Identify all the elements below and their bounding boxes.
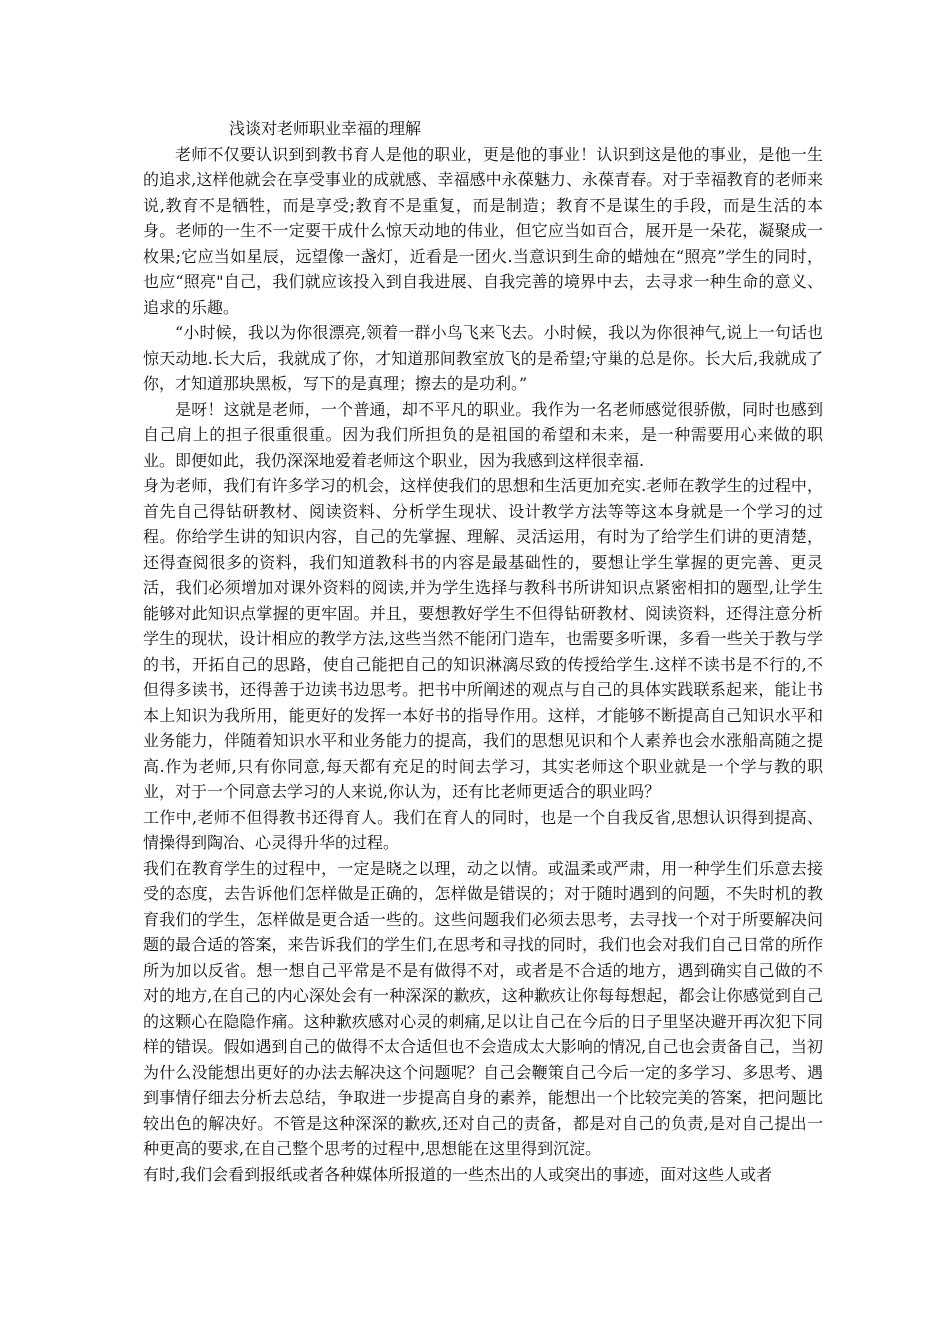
paragraph-4: 身为老师，我们有许多学习的机会，这样使我们的思想和生活更加充实.老师在教学生的过程中，首先自己得钻研教材、阅读资料、分析学生现状、设计教学方法等等这本身就是一个学习的过程。你给学生讲的知识内容，自己的先掌握、理解、灵活运用，有时为了给学生们讲的更清楚，还得查阅很多的资料，我们知道教科书的内容是最基础性的，要想让学生掌握的更完善、更灵活，我们必须增加对课外资料的阅读,并为学生选择与教科书所讲知识点紧密相扣的题型,让学生能够对此知识点掌握的更牢固。并且，要想教好学生不但得钻研教材、阅读资料，还得注意分析学生的现状，设计相应的教学方法,这些当然不能闭门造车，也需要多听课，多看一些关于教与学的书，开拓自己的思路，使自己能把自己的知识淋漓尽致的传授给学生.这样不读书是不行的,不但得多读书，还得善于边读书边思考。把书中所阐述的观点与自己的具体实践联系起来，能让书本上知识为我所用，能更好的发挥一本好书的指导作用。这样，才能够不断提高自己知识水平和业务能力，伴随着知识水平和业务能力的提高，我们的思想见识和个人素养也会水涨船高随之提高.作为老师,只有你同意,每天都有充足的时间去学习，其实老师这个职业就是一个学与教的职业，对于一个同意去学习的人来说,你认为，还有比老师更适合的职业吗？ xyxy=(143,476,823,801)
paragraph-1: 老师不仅要认识到到教书育人是他的职业，更是他的事业！认识到这是他的事业，是他一生的追求,这样他就会在享受事业的成就感、幸福感中永葆魅力、永葆青春。对于幸福教育的老师来说,教育不是牺牲，而是享受;教育不是重复，而是制造；教育不是谋生的手段，而是生活的本身。老师的一生不一定要干成什么惊天动地的伟业，但它应当如百合，展开是一朵花，凝聚成一枚果;它应当如星辰，远望像一盏灯，近看是一团火.当意识到生命的蜡烛在“照亮”学生的同时，也应“照亮"自己，我们就应该投入到自我进展、自我完善的境界中去，去寻求一种生命的意义、追求的乐趣。 xyxy=(143,144,823,317)
paragraph-7: 有时,我们会看到报纸或者各种媒体所报道的一些杰出的人或突出的事迹，面对这些人或者 xyxy=(143,1164,773,1184)
paragraph-6: 我们在教育学生的过程中，一定是晓之以理，动之以情。或温柔或严肃，用一种学生们乐意去接受的态度，去告诉他们怎样做是正确的，怎样做是错误的；对于随时遇到的问题，不失时机的教育我们的学生，怎样做是更合适一些的。这些问题我们必须去思考，去寻找一个对于所要解决问题的最合适的答案，来告诉我们的学生们,在思考和寻找的同时，我们也会对我们自己日常的所作所为加以反省。想一想自己平常是不是有做得不对，或者是不合适的地方，遇到确实自己做的不对的地方,在自己的内心深处会有一种深深的歉疚，这种歉疚让你每每想起，都会让你感觉到自己的这颗心在隐隐作痛。这种歉疚感对心灵的刺痛,足以让自己在今后的日子里坚决避开再次犯下同样的错误。假如遇到自己的做得不太合适但也不会造成太大影响的情况,自己也会责备自己，当初为什么没能想出更好的办法去解决这个问题呢？自己会鞭策自己今后一定的多学习、多思考、遇到事情仔细去分析去总结，争取进一步提高自身的素养，能想出一个比较完美的答案，把问题比较出色的解决好。不管是这种深深的歉疚,还对自己的责备，都是对自己的负责,是对自己提出一种更高的要求,在自己整个思考的过程中,思想能在这里得到沉淀。 xyxy=(143,858,823,1158)
paragraph-2-quote: “小时候，我以为你很漂亮,领着一群小鸟飞来飞去。小时候，我以为你很神气,说上一句话也惊天动地.长大后，我就成了你，才知道那间教室放飞的是希望;守巢的总是你。长大后,我就成了你，才知道那块黑板，写下的是真理；擦去的是功利。” xyxy=(143,323,823,393)
document-title: 浅谈对老师职业幸福的理解 xyxy=(229,119,422,138)
document-page xyxy=(143,116,823,1187)
paragraph-5: 工作中,老师不但得教书还得育人。我们在育人的同时，也是一个自我反省,思想认识得到提高、情操得到陶冶、心灵得升华的过程。 xyxy=(143,807,823,852)
paragraph-3: 是呀！这就是老师，一个普通，却不平凡的职业。我作为一名老师感觉很骄傲，同时也感到自己肩上的担子很重很重。因为我们所担负的是祖国的希望和未来，是一种需要用心来做的职业。即便如此，我仍深深地爱着老师这个职业，因为我感到这样很幸福. xyxy=(143,399,823,470)
